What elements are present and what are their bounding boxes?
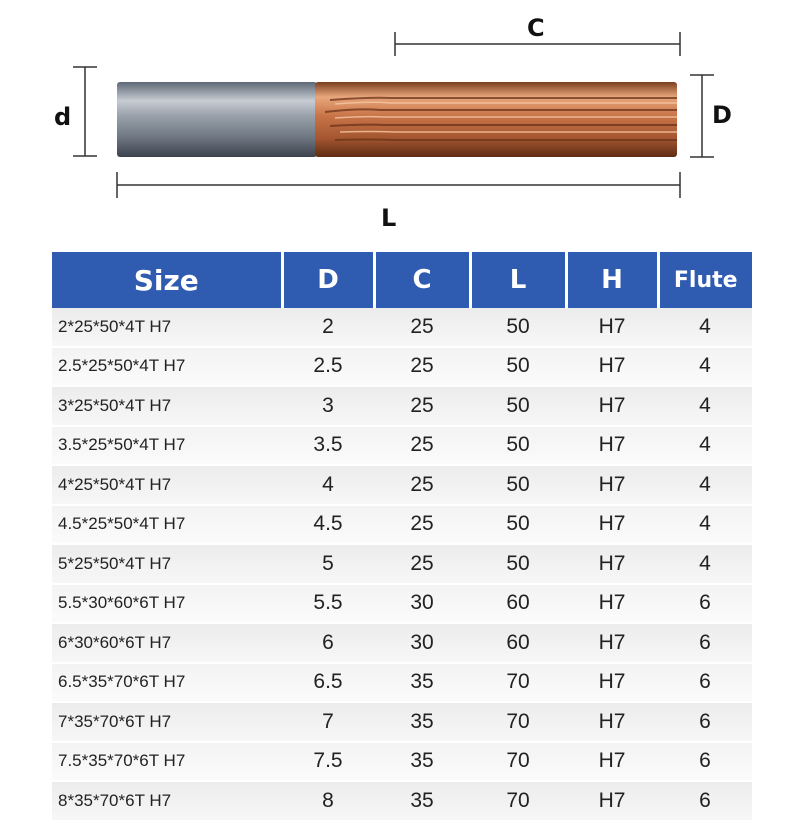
cell-d: 5.5 — [282, 584, 374, 624]
cell-l: 50 — [470, 505, 566, 545]
cell-d: 7.5 — [282, 742, 374, 782]
cell-l: 70 — [470, 702, 566, 742]
cell-h: H7 — [566, 623, 658, 663]
cell-c: 30 — [374, 623, 470, 663]
cell-h: H7 — [566, 426, 658, 466]
cell-d: 8 — [282, 781, 374, 821]
cell-l: 70 — [470, 663, 566, 703]
dimension-D-line — [690, 75, 714, 157]
cell-flute: 6 — [658, 663, 752, 703]
cell-l: 60 — [470, 584, 566, 624]
cell-d: 6.5 — [282, 663, 374, 703]
cell-size: 6*30*60*6T H7 — [52, 623, 282, 663]
cell-flute: 6 — [658, 781, 752, 821]
cell-h: H7 — [566, 505, 658, 545]
cell-l: 70 — [470, 781, 566, 821]
reamer-diagram — [0, 0, 790, 245]
cell-d: 7 — [282, 702, 374, 742]
label-d: d — [54, 103, 72, 131]
table-row — [52, 742, 752, 782]
header-l: L — [470, 252, 566, 308]
table-row — [52, 465, 752, 505]
table-row — [52, 347, 752, 387]
cell-h: H7 — [566, 544, 658, 584]
cell-size: 2*25*50*4T H7 — [52, 308, 282, 347]
cell-flute: 4 — [658, 544, 752, 584]
cell-size: 3.5*25*50*4T H7 — [52, 426, 282, 466]
table-row — [52, 623, 752, 663]
table-row — [52, 702, 752, 742]
label-L: L — [381, 204, 397, 232]
cell-size: 5*25*50*4T H7 — [52, 544, 282, 584]
cell-h: H7 — [566, 308, 658, 347]
label-D: D — [712, 101, 732, 129]
header-h: H — [566, 252, 658, 308]
cell-d: 2 — [282, 308, 374, 347]
cell-l: 50 — [470, 308, 566, 347]
reamer-shank — [117, 82, 317, 157]
cell-l: 70 — [470, 742, 566, 782]
reamer-flute-body — [315, 82, 677, 157]
cell-l: 50 — [470, 465, 566, 505]
table-row — [52, 544, 752, 584]
cell-h: H7 — [566, 386, 658, 426]
cell-flute: 4 — [658, 347, 752, 387]
cell-d: 3 — [282, 386, 374, 426]
cell-size: 5.5*30*60*6T H7 — [52, 584, 282, 624]
cell-h: H7 — [566, 663, 658, 703]
cell-h: H7 — [566, 702, 658, 742]
cell-h: H7 — [566, 584, 658, 624]
cell-flute: 4 — [658, 505, 752, 545]
table-row — [52, 386, 752, 426]
cell-flute: 6 — [658, 584, 752, 624]
cell-d: 3.5 — [282, 426, 374, 466]
spec-table-container — [52, 252, 752, 822]
cell-l: 50 — [470, 426, 566, 466]
spec-table — [52, 252, 752, 822]
cell-c: 25 — [374, 544, 470, 584]
cell-l: 50 — [470, 347, 566, 387]
table-row — [52, 426, 752, 466]
dimension-L-line — [117, 172, 680, 198]
header-flute: Flute — [658, 252, 752, 308]
cell-c: 35 — [374, 781, 470, 821]
cell-c: 25 — [374, 426, 470, 466]
cell-h: H7 — [566, 781, 658, 821]
cell-flute: 4 — [658, 465, 752, 505]
label-c: C — [527, 14, 545, 42]
cell-c: 35 — [374, 742, 470, 782]
cell-size: 2.5*25*50*4T H7 — [52, 347, 282, 387]
cell-d: 5 — [282, 544, 374, 584]
cell-c: 35 — [374, 702, 470, 742]
cell-d: 4.5 — [282, 505, 374, 545]
cell-flute: 6 — [658, 742, 752, 782]
cell-h: H7 — [566, 347, 658, 387]
cell-flute: 6 — [658, 623, 752, 663]
cell-d: 4 — [282, 465, 374, 505]
cell-h: H7 — [566, 742, 658, 782]
cell-flute: 4 — [658, 426, 752, 466]
cell-c: 25 — [374, 505, 470, 545]
cell-c: 25 — [374, 465, 470, 505]
cell-d: 2.5 — [282, 347, 374, 387]
cell-size: 4*25*50*4T H7 — [52, 465, 282, 505]
cell-size: 4.5*25*50*4T H7 — [52, 505, 282, 545]
cell-d: 6 — [282, 623, 374, 663]
cell-flute: 6 — [658, 702, 752, 742]
cell-h: H7 — [566, 465, 658, 505]
header-size: Size — [52, 252, 282, 308]
table-row — [52, 663, 752, 703]
cell-c: 30 — [374, 584, 470, 624]
cell-c: 25 — [374, 386, 470, 426]
cell-l: 60 — [470, 623, 566, 663]
cell-size: 6.5*35*70*6T H7 — [52, 663, 282, 703]
cell-c: 35 — [374, 663, 470, 703]
table-row — [52, 505, 752, 545]
cell-flute: 4 — [658, 308, 752, 347]
cell-l: 50 — [470, 544, 566, 584]
cell-size: 7.5*35*70*6T H7 — [52, 742, 282, 782]
cell-l: 50 — [470, 386, 566, 426]
table-row — [52, 584, 752, 624]
header-d: D — [282, 252, 374, 308]
cell-flute: 4 — [658, 386, 752, 426]
cell-c: 25 — [374, 308, 470, 347]
cell-size: 7*35*70*6T H7 — [52, 702, 282, 742]
table-row — [52, 781, 752, 821]
table-row — [52, 308, 752, 347]
cell-size: 8*35*70*6T H7 — [52, 781, 282, 821]
table-header-row — [52, 252, 752, 308]
cell-c: 25 — [374, 347, 470, 387]
header-c: C — [374, 252, 470, 308]
cell-size: 3*25*50*4T H7 — [52, 386, 282, 426]
dimension-d-line — [73, 67, 97, 156]
